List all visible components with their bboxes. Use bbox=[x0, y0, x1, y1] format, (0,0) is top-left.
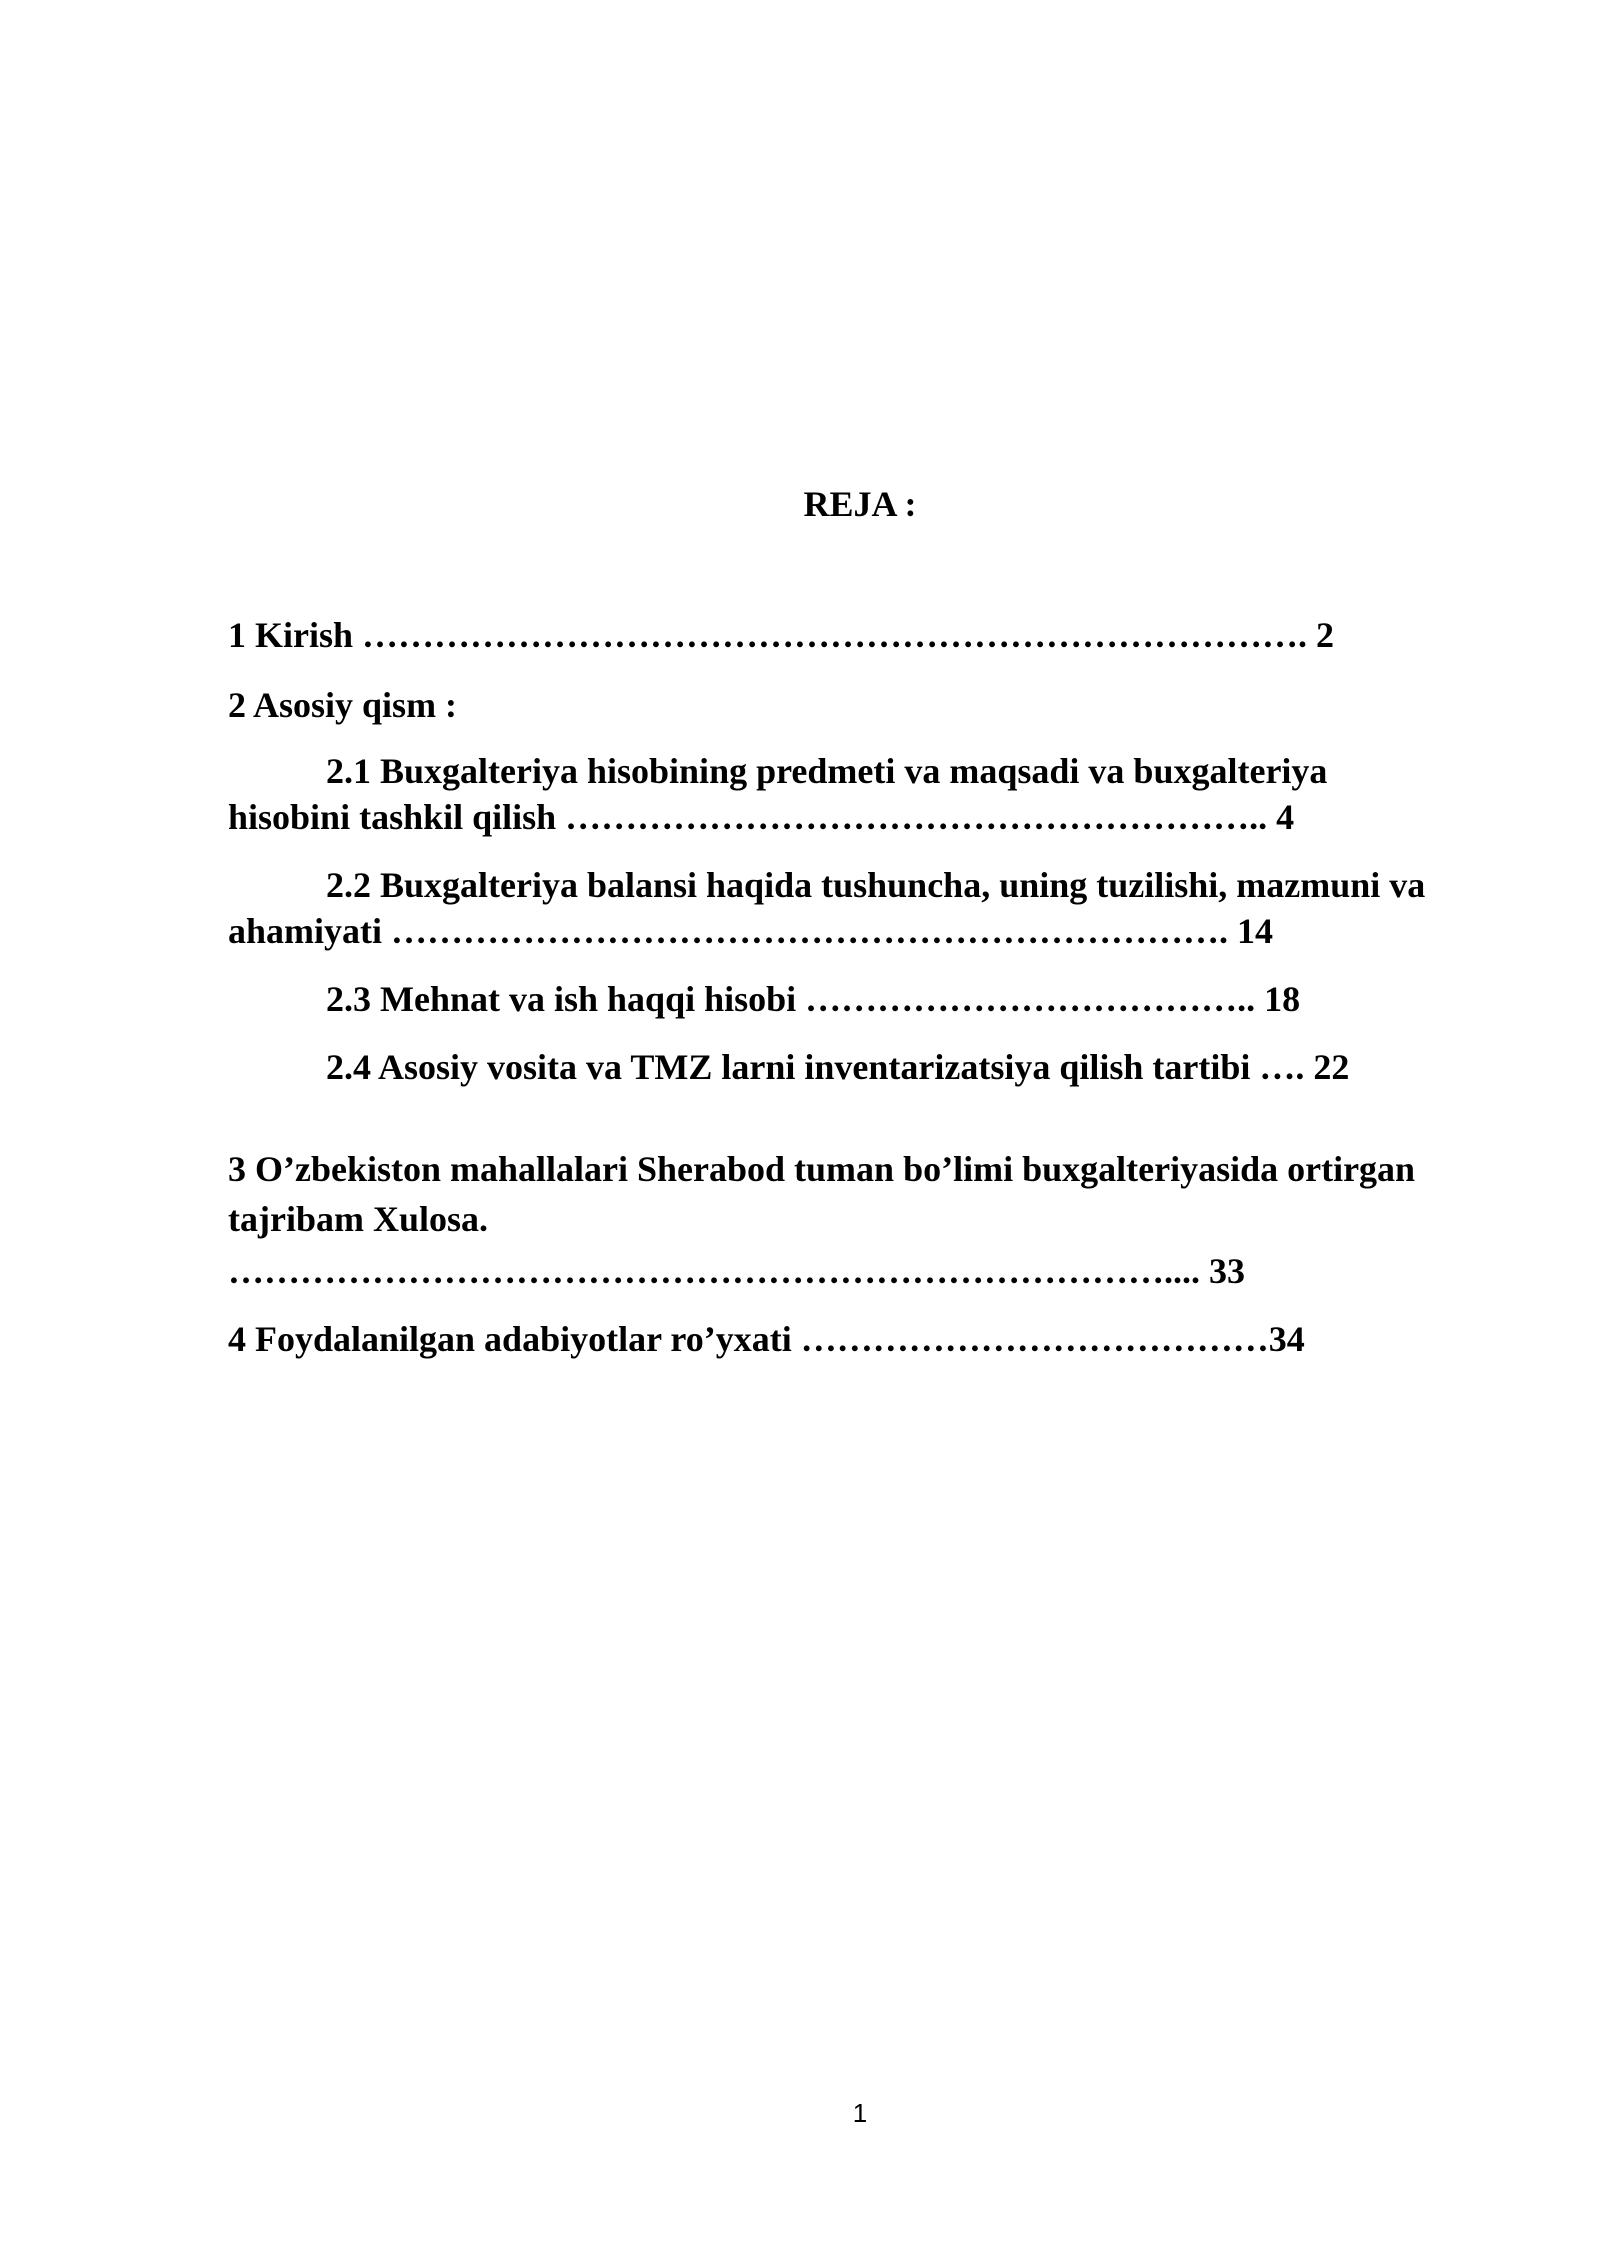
page-number: 1 bbox=[852, 2098, 868, 2128]
toc-item-2-1-line1: 2.1 Buxgalteriya hisobining predmeti va maqsadi va buxgalteriya bbox=[326, 751, 1328, 791]
toc-item-2-1-line2: hisobini tashkil qilish ………………………………………………….. 4 bbox=[228, 797, 1295, 837]
toc-item-asosiy-qism: 2 Asosiy qism : bbox=[228, 685, 458, 725]
toc-item-kirish: 1 Kirish ……………………………………………………………………. 2 bbox=[228, 615, 1335, 655]
toc-item-3-line3: …………………………………………………………………….... 33 bbox=[228, 1251, 1245, 1291]
toc-item-2-2-line1: 2.2 Buxgalteriya balansi haqida tushuncha, uning tuzilishi, mazmuni va bbox=[326, 865, 1426, 905]
toc-item-2-4: 2.4 Asosiy vosita va TMZ larni inventarizatsiya qilish tartibi …. 22 bbox=[326, 1047, 1350, 1087]
toc-item-3-line2: tajribam Xulosa. bbox=[228, 1199, 488, 1239]
toc-item-2-2-line2: ahamiyati ……………………………………………………………. 14 bbox=[228, 911, 1274, 951]
page-title: REJA : bbox=[803, 484, 917, 524]
toc-item-4: 4 Foydalanilgan adabiyotlar ro’yxati …………………………………34 bbox=[228, 1319, 1305, 1359]
toc-item-2-3: 2.3 Mehnat va ish haqqi hisobi ……………………………….. 18 bbox=[326, 979, 1301, 1019]
toc-item-3-line1: 3 O’zbekiston mahallalari Sherabod tuman bo’limi buxgalteriyasida ortirgan bbox=[228, 1149, 1416, 1189]
